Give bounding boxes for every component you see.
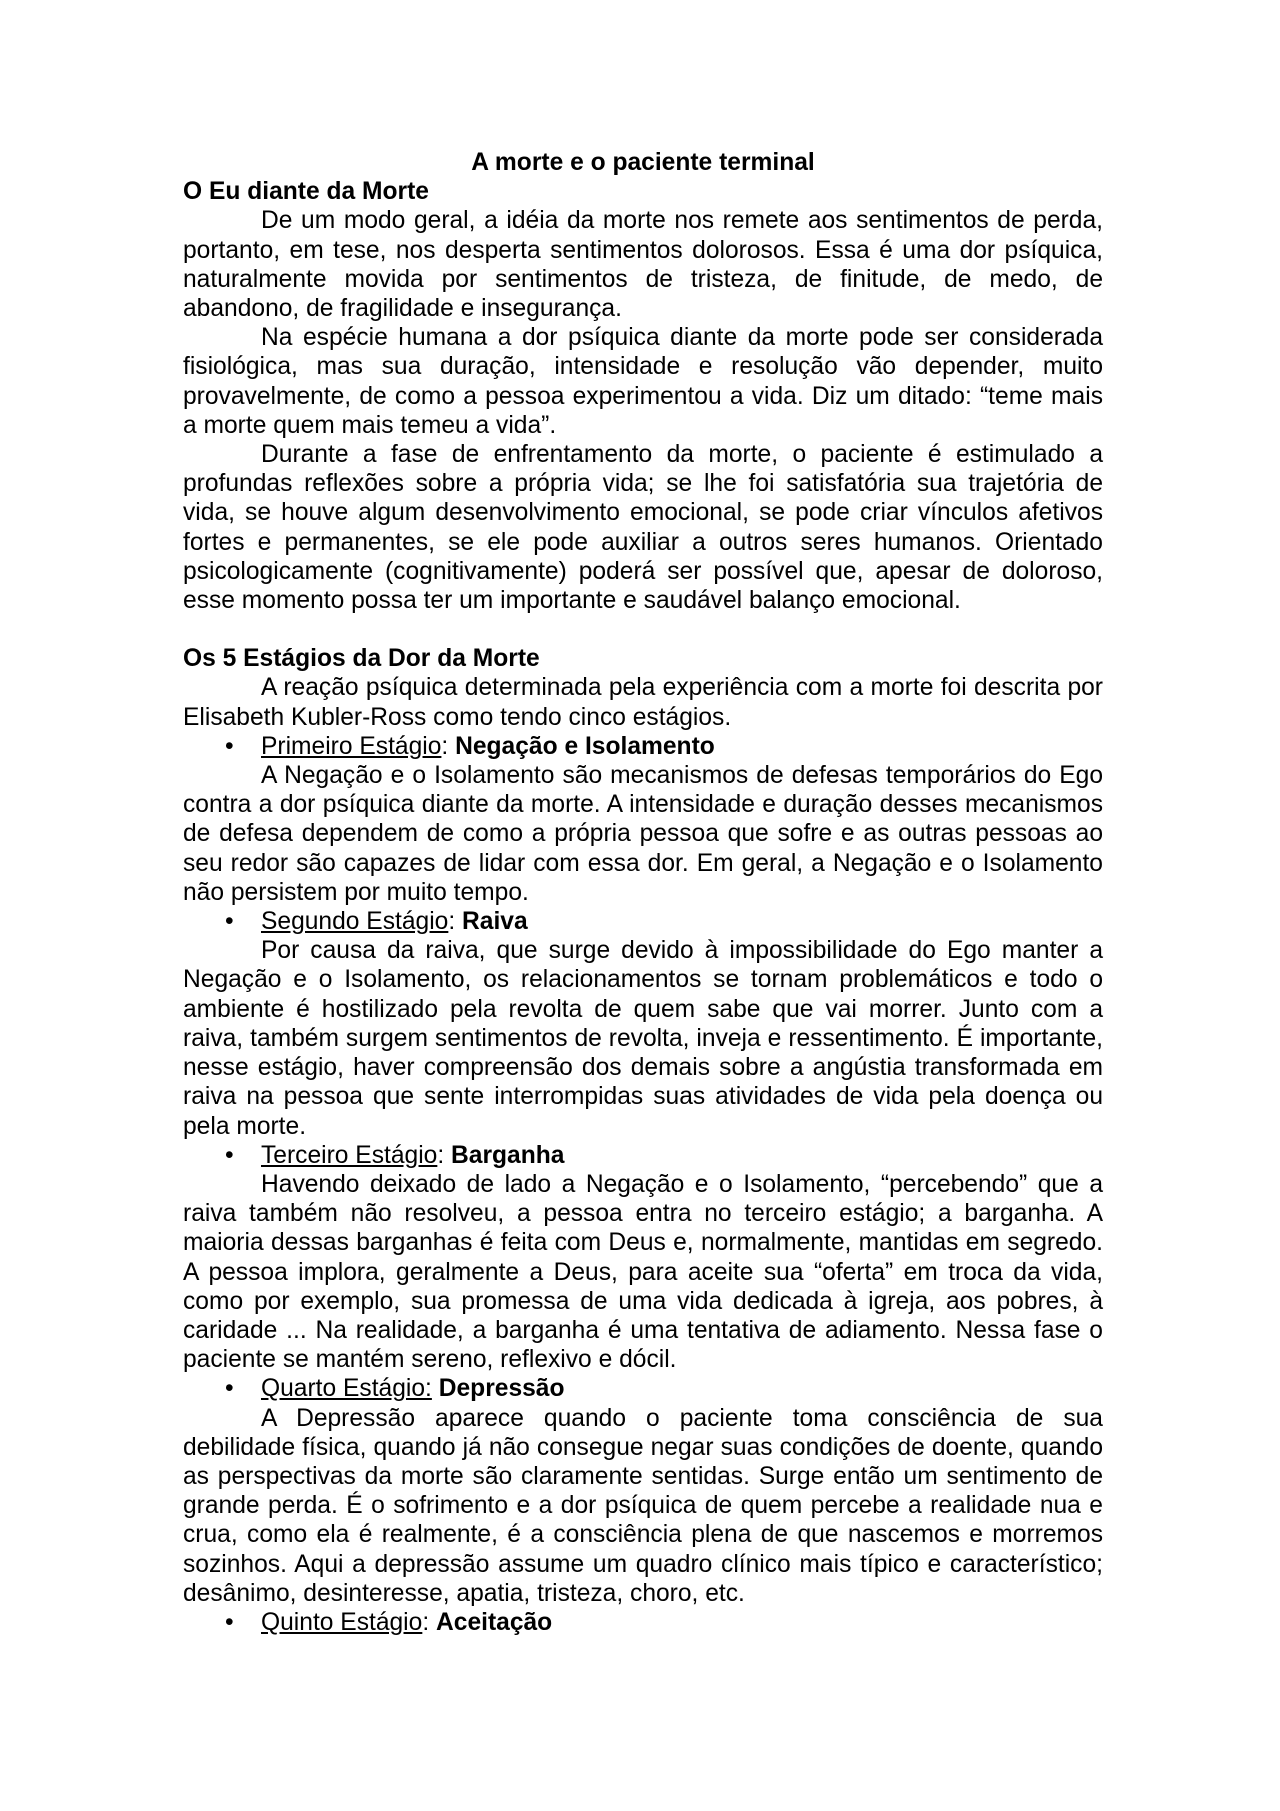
bullet-icon: • (225, 732, 234, 760)
bullet-icon: • (225, 908, 234, 936)
bullet-icon: • (225, 1608, 234, 1636)
blank-line (183, 615, 1103, 644)
stage-separator (432, 1375, 439, 1402)
stage-name: Raiva (462, 908, 528, 936)
stage-paragraph: A Depressão aparece quando o paciente toma consciência de sua debilidade física, quando já não consegue negar suas condições de doente, quando as perspectivas da morte são claramente sentidas. Surge então um sentimento de grande perda. É o sofrimento e a dor psíquica de quem percebe a realidade nua e crua, como ela é realmente, é a consciência plena de que nascemos e morremos sozinhos. Aqui a depressão assume um quadro clínico mais típico e característico; desânimo, desinteresse, apatia, tristeza, choro, etc. (183, 1404, 1103, 1607)
stage-paragraph: A Negação e o Isolamento são mecanismos de defesas temporários do Ego contra a dor psíquica diante da morte. A intensidade e duração desses mecanismos de defesa dependem de como a própria pessoa que sofre e as outras pessoas ao seu redor são capazes de lidar com essa dor. Em geral, a Negação e o Isolamento não persistem por muito tempo. (183, 762, 1103, 906)
bullet-icon: • (225, 1375, 234, 1403)
stage-item-4 (183, 1374, 1103, 1403)
stage-name: Negação e Isolamento (455, 732, 715, 760)
stage-name: Aceitação (436, 1608, 553, 1636)
stage-name: Barganha (451, 1141, 565, 1169)
paragraph: Na espécie humana a dor psíquica diante da morte pode ser considerada fisiológica, mas sua duração, intensidade e resolução vão depender, muito provavelmente, de como a pessoa experimentou a vida. Diz um ditado: “teme mais a morte quem mais temeu a vida”. (183, 324, 1103, 439)
stage-name: Depressão (438, 1375, 565, 1403)
stage-label: Primeiro Estágio (261, 732, 442, 760)
document-page (183, 148, 1103, 1637)
paragraph: A reação psíquica determinada pela experiência com a morte foi descrita por Elisabeth Kubler-Ross como tendo cinco estágios. (183, 674, 1103, 731)
stage-separator: : (441, 732, 456, 760)
stage-item-5 (183, 1608, 1103, 1637)
section-heading-estagios: Os 5 Estágios da Dor da Morte (183, 645, 540, 673)
stage-label: Quarto Estágio: (261, 1375, 432, 1403)
section-heading-eu-diante-morte: O Eu diante da Morte (183, 178, 429, 206)
paragraph: Durante a fase de enfrentamento da morte, o paciente é estimulado a profundas reflexões sobre a própria vida; se lhe foi satisfatória sua trajetória de vida, se houve algum desenvolvimento emocional, se pode criar vínculos afetivos fortes e permanentes, se ele pode auxiliar a outros seres humanos. Orientado psicologicamente (cognitivamente) poderá ser possível que, apesar de doloroso, esse momento possa ter um importante e saudável balanço emocional. (183, 441, 1103, 615)
bullet-icon: • (225, 1141, 234, 1169)
document-title: A morte e o paciente terminal (471, 149, 815, 176)
paragraph: De um modo geral, a idéia da morte nos remete aos sentimentos de perda, portanto, em tese, nos desperta sentimentos dolorosos. Essa é uma dor psíquica, naturalmente movida por sentimentos de tristeza, de finitude, de medo, de abandono, de fragilidade e insegurança. (183, 207, 1103, 323)
stage-label: Terceiro Estágio (261, 1141, 438, 1169)
stage-item-1 (183, 732, 1103, 761)
stage-paragraph: Por causa da raiva, que surge devido à impossibilidade do Ego manter a Negação e o Isolamento, os relacionamentos se tornam problemáticos e todo o ambiente é hostilizado pela revolta de quem sabe que vai morrer. Junto com a raiva, também surgem sentimentos de revolta, inveja e ressentimento. É importante, nesse estágio, haver compreensão dos demais sobre a angústia transformada em raiva na pessoa que sente interrompidas suas atividades de vida pela doença ou pela morte. (183, 937, 1103, 1140)
stage-separator: : (422, 1608, 436, 1636)
stage-label: Quinto Estágio (261, 1608, 423, 1636)
stage-paragraph: Havendo deixado de lado a Negação e o Isolamento, “percebendo” que a raiva também não resolveu, a pessoa entra no terceiro estágio; a barganha. A maioria dessas barganhas é feita com Deus e, normalmente, mantidas em segredo. A pessoa implora, geralmente a Deus, para aceite sua “oferta” em troca da vida, como por exemplo, sua promessa de uma vida dedicada à igreja, aos pobres, à caridade ... Na realidade, a barganha é uma tentativa de adiamento. Nessa fase o paciente se mantém sereno, reflexivo e dócil. (183, 1170, 1103, 1374)
stage-item-3 (183, 1141, 1103, 1170)
stage-separator: : (448, 908, 463, 936)
stage-item-2 (183, 907, 1103, 936)
stage-label: Segundo Estágio (261, 908, 449, 936)
stage-separator: : (437, 1141, 452, 1169)
